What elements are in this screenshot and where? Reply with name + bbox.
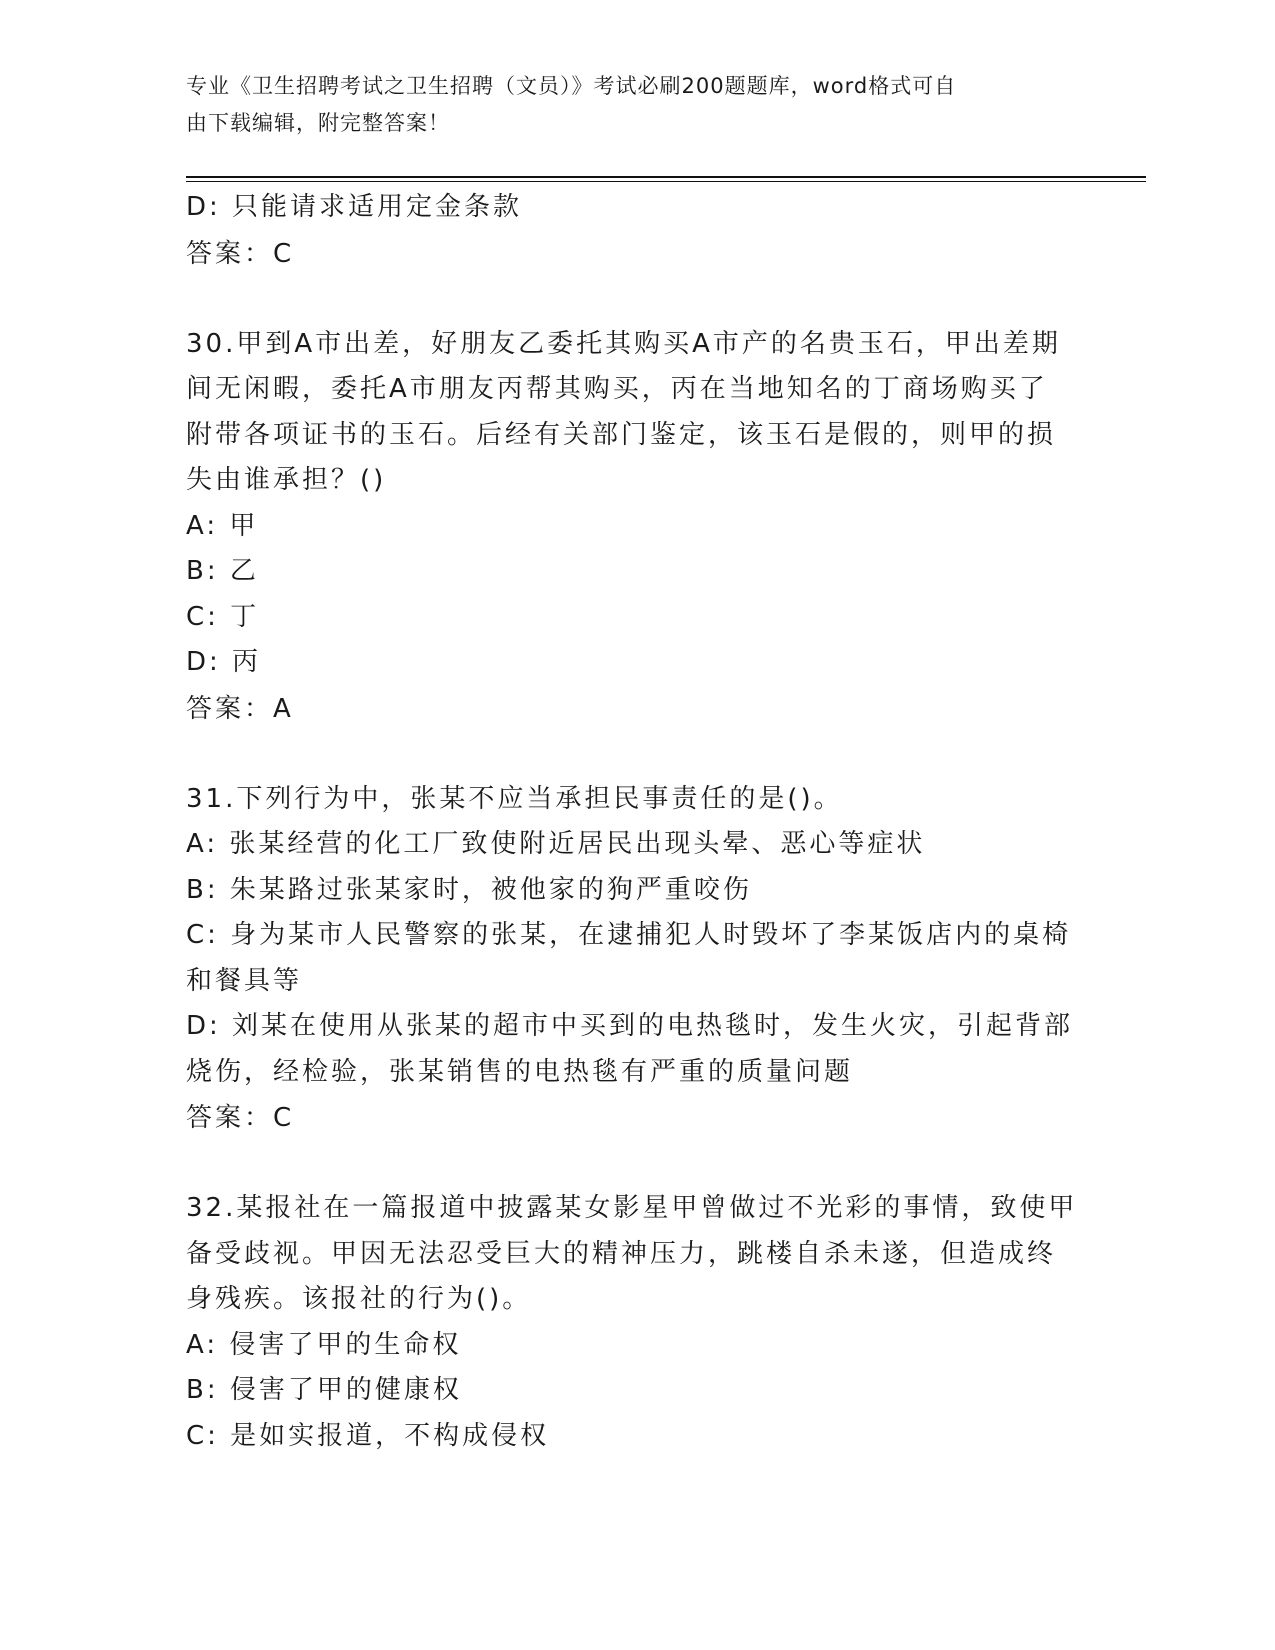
option-d: D: 丙 [186, 647, 262, 677]
header-line-2: 由下载编辑，附完整答案！ [186, 111, 450, 135]
option-a: A: 侵害了甲的生命权 [186, 1329, 462, 1360]
question-text-line: 30.甲到A市出差，好朋友乙委托其购买A市产的名贵玉石，甲出差期 [186, 328, 1061, 359]
header-line-1: 专业《卫生招聘考试之卫生招聘（文员）》考试必刷200题题库，word格式可自 [186, 74, 957, 98]
question-text-line: 失由谁承担？() [186, 465, 387, 495]
option-b: B: 侵害了甲的健康权 [186, 1375, 462, 1405]
question-30 [186, 322, 1081, 732]
answer-label: 答案：C [186, 1103, 295, 1133]
question-text-line: 31.下列行为中，张某不应当承担民事责任的是()。 [186, 783, 843, 814]
header-rule-thick [186, 176, 1146, 178]
option-c: C: 身为某市人民警察的张某，在逮捕犯人时毁坏了李某饭店内的桌椅 [186, 920, 1072, 950]
option-b: B: 乙 [186, 556, 259, 586]
option-a: A: 甲 [186, 510, 259, 541]
question-list [186, 185, 1081, 1459]
previous-question-tail [186, 185, 1081, 277]
header-rule-thin [186, 181, 1146, 182]
answer-label: 答案：C [186, 238, 295, 269]
option-c-continued: 和餐具等 [186, 965, 303, 996]
option-d-continued: 烧伤，经检验，张某销售的电热毯有严重的质量问题 [186, 1056, 854, 1087]
document-header [186, 68, 1066, 142]
option-a: A: 张某经营的化工厂致使附近居民出现头晕、恶心等症状 [186, 829, 926, 859]
question-text-line: 附带各项证书的玉石。后经有关部门鉴定，该玉石是假的，则甲的损 [186, 419, 1057, 450]
question-32 [186, 1186, 1081, 1459]
option-d: D: 刘某在使用从张某的超市中买到的电热毯时，发生火灾，引起背部 [186, 1011, 1074, 1041]
question-text-line: 32.某报社在一篇报道中披露某女影星甲曾做过不光彩的事情，致使甲 [186, 1193, 1078, 1223]
option-c: C: 是如实报道，不构成侵权 [186, 1420, 550, 1451]
option-c: C: 丁 [186, 601, 260, 632]
question-text-line: 间无闲暇，委托A市朋友丙帮其购买，丙在当地知名的丁商场购买了 [186, 374, 1048, 404]
option-d: D: 只能请求适用定金条款 [186, 192, 523, 222]
question-31 [186, 777, 1081, 1142]
question-text-line: 备受歧视。甲因无法忍受巨大的精神压力，跳楼自杀未遂，但造成终 [186, 1238, 1057, 1269]
answer-label: 答案：A [186, 693, 294, 724]
question-text-line: 身残疾。该报社的行为()。 [186, 1284, 532, 1314]
option-b: B: 朱某路过张某家时，被他家的狗严重咬伤 [186, 874, 752, 905]
